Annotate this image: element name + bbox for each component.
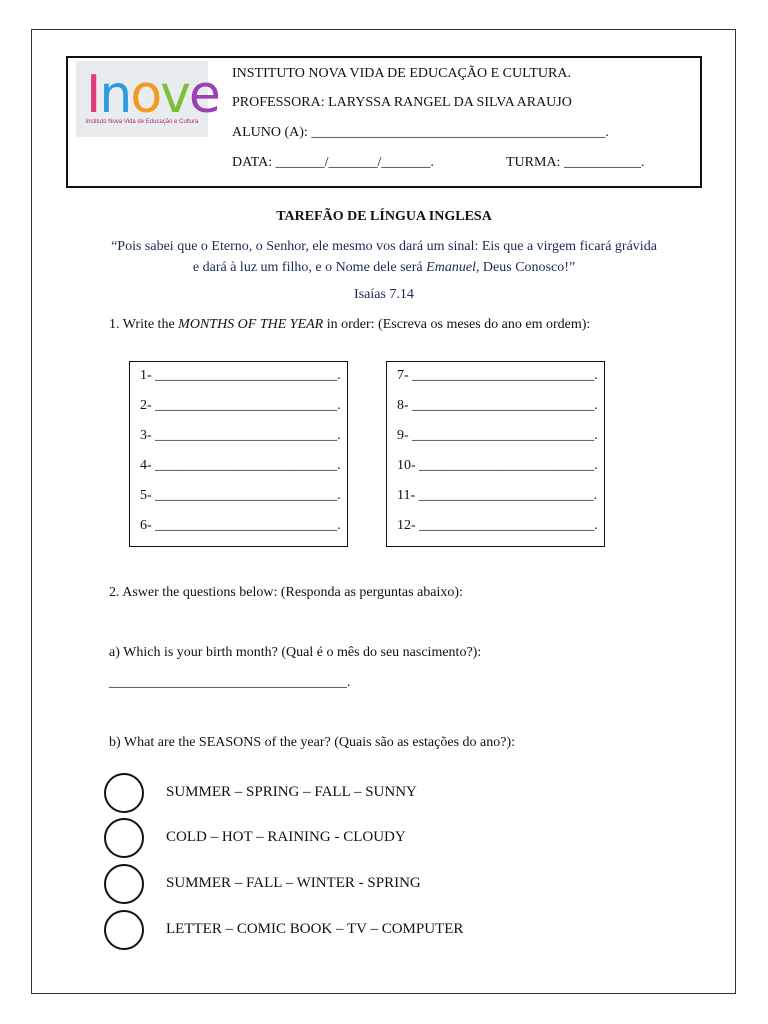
month-line-right-3[interactable]: 9- __________________________.	[397, 428, 598, 443]
month-line-2[interactable]: 2- __________________________.	[140, 398, 341, 413]
answer-line-2a[interactable]: __________________________________.	[109, 675, 351, 690]
month-line-right-2[interactable]: 8- __________________________.	[397, 398, 598, 413]
verse-end: , Deus Conosco!”	[475, 260, 576, 275]
class-field[interactable]: TURMA: ___________.	[506, 155, 645, 170]
month-line-4[interactable]: 4- __________________________.	[140, 458, 341, 473]
logo-subtitle: Instituto Nova Vida de Educação e Cultura	[85, 119, 199, 125]
option-4: LETTER – COMIC BOOK – TV – COMPUTER	[166, 921, 464, 937]
date-field[interactable]: DATA: _______/_______/_______.	[232, 155, 434, 170]
month-line-5[interactable]: 5- __________________________.	[140, 488, 341, 503]
option-circle-2[interactable]	[104, 818, 144, 858]
question-1: 1. Write the MONTHS OF THE YEAR in order: (Escreva os meses do ano em ordem):	[109, 317, 591, 332]
months-box-left	[129, 361, 348, 547]
institution-logo	[76, 61, 219, 137]
month-line-1[interactable]: 1- __________________________.	[140, 368, 341, 383]
option-2: COLD – HOT – RAINING - CLOUDY	[166, 829, 406, 845]
month-line-right-4[interactable]: 10- _________________________.	[397, 458, 598, 473]
verse-reference: Isaías 7.14	[354, 287, 414, 302]
page-title: TAREFÃO DE LÍNGUA INGLESA	[276, 209, 492, 224]
teacher-name: PROFESSORA: LARYSSA RANGEL DA SILVA ARAUJO	[232, 95, 572, 110]
question-2a: a) Which is your birth month? (Qual é o mês do seu nascimento?):	[109, 645, 482, 660]
months-box-right	[386, 361, 605, 547]
student-field[interactable]: ALUNO (A): __________________________________________.	[232, 125, 609, 140]
month-line-3[interactable]: 3- __________________________.	[140, 428, 341, 443]
question-2b: b) What are the SEASONS of the year? (Quais são as estações do ano?):	[109, 735, 515, 750]
option-3: SUMMER – FALL – WINTER - SPRING	[166, 875, 421, 891]
logo-word: Inove	[86, 65, 219, 125]
verse-text: “Pois sabei que o Eterno, o Senhor, ele mesmo vos dará um sinal: Eis que a virgem ficará grávida e dará à luz um filho, e o Nome dele será	[111, 239, 657, 275]
option-circle-1[interactable]	[104, 773, 144, 813]
month-line-6[interactable]: 6- __________________________.	[140, 518, 341, 533]
month-line-right-5[interactable]: 11- _________________________.	[397, 488, 598, 503]
option-1: SUMMER – SPRING – FALL – SUNNY	[166, 784, 417, 800]
question-2: 2. Aswer the questions below: (Responda as perguntas abaixo):	[109, 585, 463, 600]
month-line-right-1[interactable]: 7- __________________________.	[397, 368, 598, 383]
option-circle-3[interactable]	[104, 864, 144, 904]
verse-name: Emanuel	[426, 260, 476, 275]
bible-verse	[110, 236, 658, 278]
month-line-right-6[interactable]: 12- _________________________.	[397, 518, 598, 533]
institution-name: INSTITUTO NOVA VIDA DE EDUCAÇÃO E CULTURA.	[232, 66, 571, 81]
option-circle-4[interactable]	[104, 910, 144, 950]
